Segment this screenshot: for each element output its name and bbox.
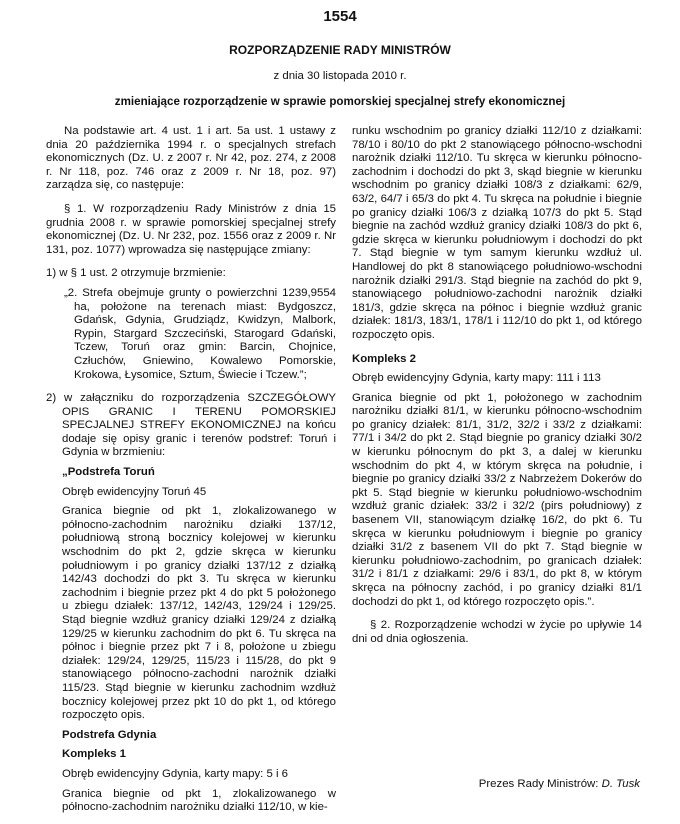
signature-name: D. Tusk [601, 778, 640, 790]
preamble: Na podstawie art. 4 ust. 1 i art. 5a ust. 1 ustawy z dnia 20 października 1994 r. o specjalnych strefach ekonomicznych (Dz. U. z 2007 r. Nr 42, poz. 274, z 2008 r. Nr 118, poz. 746 oraz z 2009 r. Nr 18, poz. 97) zarządza się, co następuje: [46, 125, 336, 192]
list-item-1-quote: „2. Strefa obejmuje grunty o powierzchni 1239,9554 ha, położone na terenach miast: Bydgoszcz, Gdańsk, Gdynia, Grudziądz, Kwidzyn, Malbork, Rypin, Stargard Szczeciński, Starogard Gdański, Tczew, Toruń oraz gmin: Barcin, Chojnice, Człuchów, Gniewino, Kowalewo Pomorskie, Krokowa, Łysomice, Sztum, Świecie i Tczew.”; [64, 286, 336, 381]
kompleks-1-obreb: Obręb ewidencyjny Gdynia, karty mapy: 5 i 6 [62, 767, 289, 780]
list-item-1: 1) w § 1 ust. 2 otrzymuje brzmienie: [46, 267, 226, 280]
torun-description: Granica biegnie od pkt 1, zlokalizowanego w północno-zachodnim narożniku działki 137/12, południową stroną bocznicy kolejowej w kierunku wschodnim do pkt 2, gdzie skręca w kierunku południowym i po granicy działki 137/12 z działką 142/43 dochodzi do pkt 3. Tu skręca w kierunku zachodnim i biegnie przez pkt 4 do pkt 5 położonego u zbiegu działek: 137/12, 142/43, 129/24 i 129/25. Stąd biegnie wzdłuż granicy działki 129/24 z działką 129/25 w kierunku zachodnim do pkt 6. Tu skręca na północ i biegnie przez pkt 7 i 8, położone u zbiegu działek: 129/24, 129/25, 115/23 i 115/28, do pkt 9 stanowiącego północno-zachodni narożnik działki 115/23. Stąd biegnie w kierunku zachodnim wzdłuż bocznicy kolejowej przez pkt 10 do pkt 1, od którego rozpoczęto opis. [62, 505, 336, 722]
kompleks-1-heading: Kompleks 1 [62, 748, 126, 761]
gdynia-heading: Podstrefa Gdynia [62, 728, 157, 741]
kompleks-2-heading: Kompleks 2 [352, 352, 416, 365]
signature [479, 778, 640, 792]
regulation-title: ROZPORZĄDZENIE RADY MINISTRÓW [229, 43, 451, 57]
paragraph-1: § 1. W rozporządzeniu Rady Ministrów z dnia 15 grudnia 2008 r. w sprawie pomorskiej specjalnej strefy ekonomicznej (Dz. U. Nr 232, poz. 1556 oraz z 2009 r. Nr 131, poz. 1077) wprowadza się następujące zmiany: [46, 202, 336, 256]
signature-role: Prezes Rady Ministrów: [478, 778, 602, 790]
torun-obreb: Obręb ewidencyjny Toruń 45 [62, 485, 207, 498]
regulation-date: z dnia 30 listopada 2010 r. [273, 70, 407, 82]
page-number: 1554 [323, 8, 357, 25]
list-item-2: 2) w załączniku do rozporządzenia SZCZEGÓŁOWY OPIS GRANIC I TERENU POMORSKIEJ SPECJALNEJ STREFY EKONOMICZNEJ na końcu dodaje się opisy granic i terenów podstref: Toruń i Gdynia w brzmieniu: [46, 392, 336, 459]
left-column [46, 125, 336, 815]
paragraph-2: § 2. Rozporządzenie wchodzi w życie po upływie 14 dni od dnia ogłoszenia. [352, 619, 642, 645]
kompleks-1-description-start: Granica biegnie od pkt 1, zlokalizowanego w północno-zachodnim narożniku działki 112/10, w kie- [62, 787, 336, 814]
kompleks-1-description-cont: runku wschodnim po granicy działki 112/10 z działkami: 78/10 i 80/10 do pkt 2 stanowiącego północno-wschodni narożnik działki 112/10. Tu skręca w kierunku północno-zachodnim i dochodzi do pkt 3, skąd biegnie w kierunku wschodnim po granicy działki 108/3 z działkami: 62/9, 63/2, 64/7 i 65/3 do pkt 4. Tu skręca na południe i biegnie po granicy działki 106/3 z działką 107/3 do pkt 5. Stąd biegnie na zachód wzdłuż granicy działki 108/3 do pkt 6, gdzie skręca w kierunku południowym i dochodzi do pkt 7. Stąd biegnie w tym samym kierunku wzdłuż ul. Handlowej do pkt 8 stanowiącego południowo-wschodni narożnik działki 291/3. Stąd biegnie na zachód do pkt 9, stanowiącego południowo-zachodni narożnik działki 181/3, gdzie skręca na północ i biegnie wzdłuż granic działek: 181/3, 183/1, 178/1 i 112/10 do pkt 1, od którego rozpoczęto opis. [352, 125, 642, 341]
regulation-subject: zmieniające rozporządzenie w sprawie pomorskiej specjalnej strefy ekonomicznej [114, 95, 566, 108]
kompleks-2-obreb: Obręb ewidencyjny Gdynia, karty mapy: 111 i 113 [352, 372, 601, 385]
kompleks-2-description: Granica biegnie od pkt 1, położonego w zachodnim narożniku działki 81/1, w kierunku północno-wschodnim po granicy działek: 81/1, 31/2, 32/2 i 33/2 z działkami: 77/1 i 34/2 do pkt 2. Stąd biegnie po granicy działki 30/2 w kierunku północnym do pkt 3, a dalej w kierunku wschodnim do pkt 4, w którym skręca na południe, i biegnie po granicy działki 33/2 z Nabrzeżem Dokerów do pkt 5. Stąd biegnie w kierunku południowo-wschodnim wzdłuż granic działek: 33/2 i 32/2 (pirs południowy) z basenem VII, stanowiącym działkę 16/2, do pkt 6. Tu skręca w kierunku południowym i biegnie po granicy działki 31/2 z basenem VII do pkt 7. Stąd biegnie w kierunku południowo-zachodnim, po granicach działek: 31/2 i 81/1 z działkami: 29/6 i 83/1, do pkt 8, w którym skręca na północny zachód, i po granicy działki 81/1 dochodzi do pkt 1, od którego rozpoczęto opis.”. [352, 391, 642, 608]
right-column [352, 125, 642, 646]
torun-heading: „Podstrefa Toruń [62, 466, 155, 479]
